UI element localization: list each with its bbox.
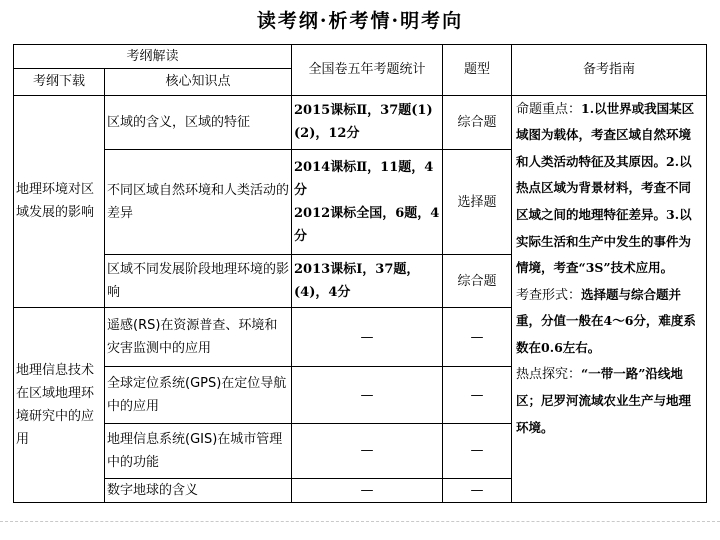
header-guide: 备考指南 <box>512 45 707 96</box>
type-cell: 综合题 <box>443 95 512 150</box>
guide-hot-label: 热点探究： <box>516 367 582 383</box>
guide-hot <box>516 361 702 441</box>
stats-cell: 2013课标Ⅰ，37题，(4)，4分 <box>292 255 443 308</box>
stats-cell: 2014课标Ⅱ，11题，4分 2012课标全国，6题，4分 <box>292 150 443 255</box>
type-cell: — <box>443 307 512 367</box>
stats-cell: 2015课标Ⅱ，37题(1)(2)，12分 <box>292 95 443 150</box>
guide-hot-text: “一带一路”沿线地区；尼罗河流域农业生产与地理环境。 <box>516 366 692 435</box>
guide-focus-label: 命题重点： <box>516 101 582 117</box>
header-type: 题型 <box>443 45 512 96</box>
type-cell: 选择题 <box>443 150 512 255</box>
stats-cell: — <box>292 307 443 367</box>
outline-cell-region: 地理环境对区域发展的影响 <box>14 95 105 307</box>
guide-cell <box>512 95 707 502</box>
knowledge-cell: 遥感(RS)在资源普查、环境和灾害监测中的应用 <box>105 307 292 367</box>
stats-cell: — <box>292 367 443 424</box>
knowledge-cell: 数字地球的含义 <box>105 478 292 502</box>
guide-form-text: 选择题与综合题并重，分值一般在4～6分，难度系数在0.6左右。 <box>516 286 696 355</box>
outline-cell-gis: 地理信息技术在区域地理环境研究中的应用 <box>14 307 105 502</box>
guide-form-label: 考查形式： <box>516 287 582 303</box>
type-cell: — <box>443 478 512 502</box>
knowledge-cell: 全球定位系统(GPS)在定位导航中的应用 <box>105 367 292 424</box>
stats-cell: — <box>292 424 443 479</box>
type-cell: 综合题 <box>443 255 512 308</box>
knowledge-cell: 地理信息系统(GIS)在城市管理中的功能 <box>105 424 292 479</box>
header-group: 考纲解读 <box>14 45 292 69</box>
knowledge-cell: 区域不同发展阶段地理环境的影响 <box>105 255 292 308</box>
bottom-divider <box>0 521 720 522</box>
knowledge-cell: 不同区域自然环境和人类活动的差异 <box>105 150 292 255</box>
type-cell: — <box>443 367 512 424</box>
exam-outline-table <box>13 44 707 503</box>
header-outline: 考纲下载 <box>14 69 105 95</box>
knowledge-cell: 区域的含义，区域的特征 <box>105 95 292 150</box>
guide-form <box>516 282 702 362</box>
header-knowledge: 核心知识点 <box>105 69 292 95</box>
stats-cell: — <box>292 478 443 502</box>
guide-focus-text: 1.以世界或我国某区域图为载体，考查区域自然环境和人类活动特征及其原因。2.以热点区域为背景材料，考查不同区域之间的地理特征差异。3.以实际生活和生产中发生的事件为情境，考查“3S”技术应用。 <box>516 100 695 276</box>
page-title: 读考纲·析考情·明考向 <box>256 10 464 32</box>
header-stats: 全国卷五年考题统计 <box>292 45 443 96</box>
guide-focus <box>516 96 702 282</box>
type-cell: — <box>443 424 512 479</box>
